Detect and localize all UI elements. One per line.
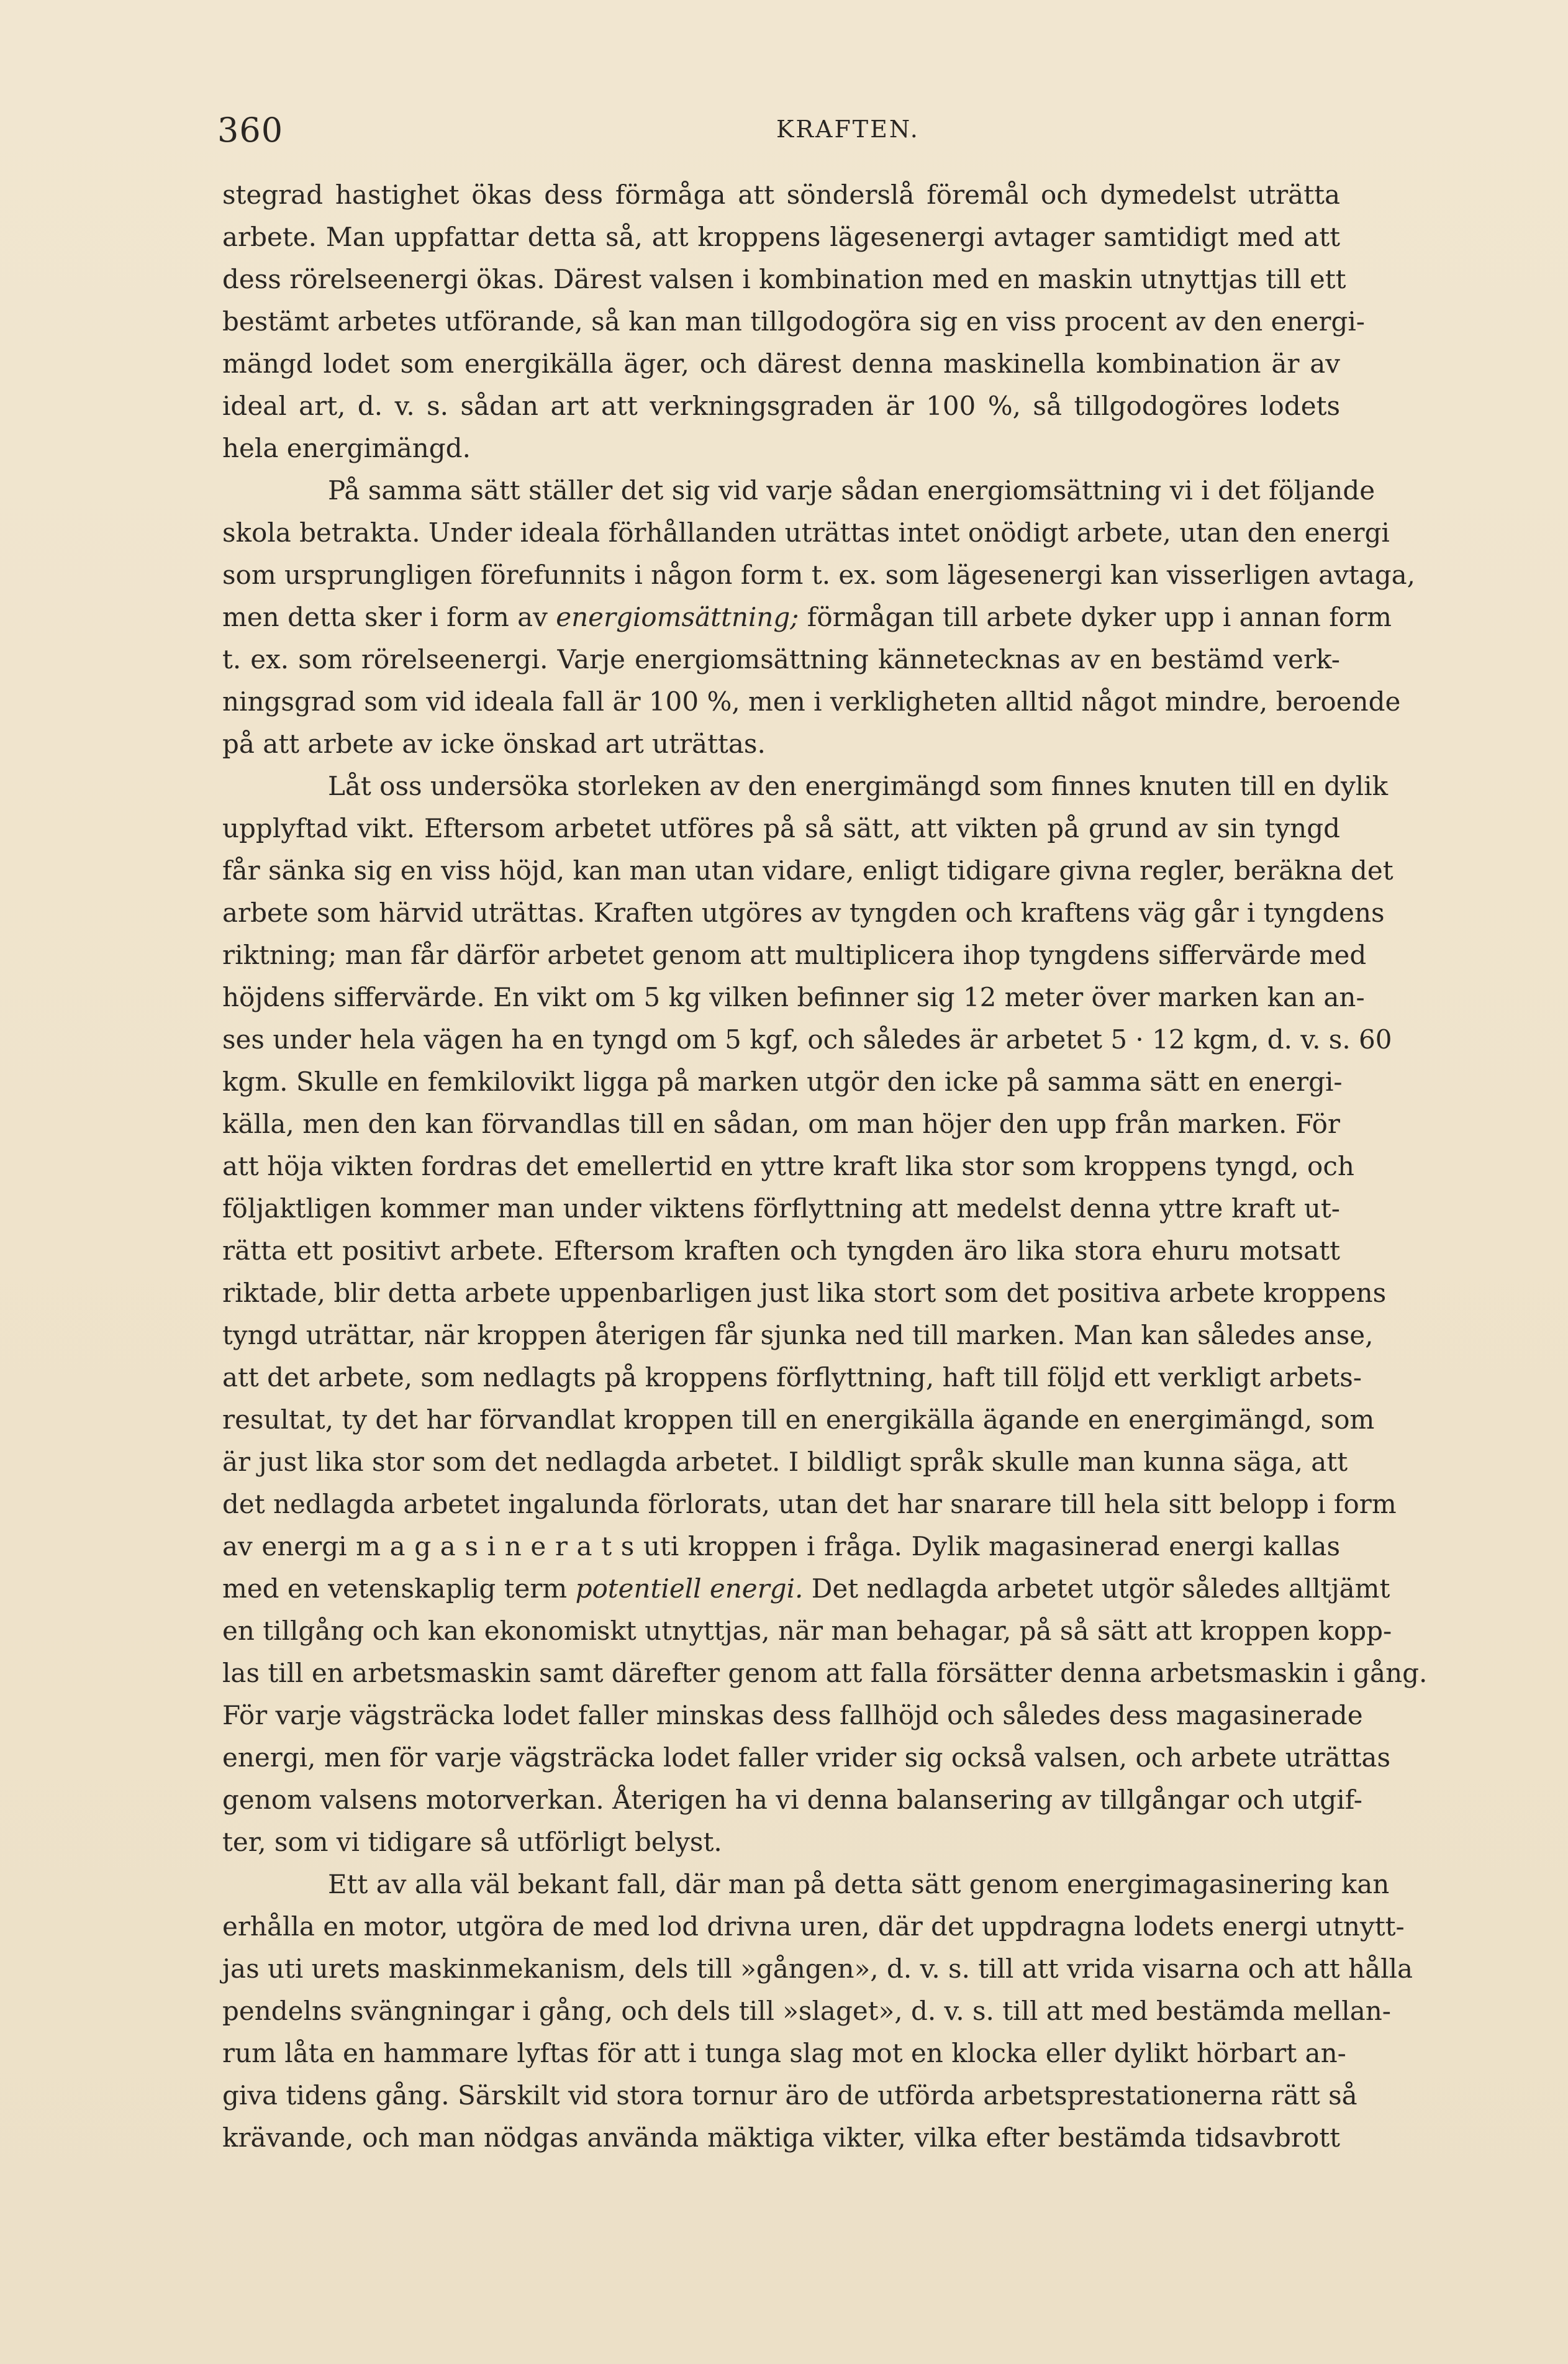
text-line: För varje vägsträcka lodet faller minskas dess fallhöjd och således dess magasinerade xyxy=(222,1700,1363,1730)
text-line: t. ex. som rörelseenergi. Varje energiomsättning kännetecknas av en bestämd verk- xyxy=(222,644,1340,675)
text-line: får sänka sig en viss höjd, kan man utan vidare, enligt tidigare givna regler, beräkna det xyxy=(222,855,1394,886)
text-line: av energi m a g a s i n e r a t s uti kroppen i fråga. Dylik magasinerad energi kallas xyxy=(222,1531,1340,1562)
text-line: Ett av alla väl bekant fall, där man på detta sätt genom energimagasinering kan xyxy=(328,1869,1390,1899)
text-segment: förmågan till arbete dyker upp i annan form xyxy=(799,602,1392,632)
text-line: ter, som vi tidigare så utförligt belyst. xyxy=(222,1827,722,1857)
text-line: arbete. Man uppfattar detta så, att kroppens lägesenergi avtager samtidigt med att xyxy=(222,222,1340,252)
text-line: att höja vikten fordras det emellertid en yttre kraft lika stor som kroppens tyngd, och xyxy=(222,1151,1354,1181)
text-line: pendelns svängningar i gång, och dels till »slaget», d. v. s. till att med bestämda mellan- xyxy=(222,1996,1391,2026)
text-line xyxy=(222,596,1392,639)
text-line: en tillgång och kan ekonomiskt utnyttjas, när man behagar, på så sätt att kroppen kopp- xyxy=(222,1616,1392,1646)
text-line xyxy=(222,1568,1390,1610)
text-line: På samma sätt ställer det sig vid varje sådan energiomsättning vi i det följande xyxy=(328,475,1375,506)
text-line: Låt oss undersöka storleken av den energimängd som finnes knuten till en dylik xyxy=(328,771,1389,801)
text-line: stegrad hastighet ökas dess förmåga att sönderslå föremål och dymedelst uträtta xyxy=(222,180,1340,210)
page-header xyxy=(0,111,1568,160)
text-line: las till en arbetsmaskin samt därefter genom att falla försätter denna arbetsmaskin i gång. xyxy=(222,1658,1428,1688)
text-line: rum låta en hammare lyftas för att i tunga slag mot en klocka eller dylikt hörbart an- xyxy=(222,2038,1346,2068)
text-line: ningsgrad som vid ideala fall är 100 %, men i verkligheten alltid något mindre, beroende xyxy=(222,686,1401,717)
text-line: erhålla en motor, utgöra de med lod drivna uren, där det uppdragna lodets energi utnytt- xyxy=(222,1911,1405,1942)
text-line: giva tidens gång. Särskilt vid stora tornur äro de utförda arbetsprestationerna rätt så xyxy=(222,2080,1357,2111)
text-line: genom valsens motorverkan. Återigen ha vi denna balansering av tillgångar och utgif- xyxy=(222,1784,1362,1815)
body-text xyxy=(222,174,1428,2159)
text-segment: Det nedlagda arbetet utgör således alltjämt xyxy=(803,1573,1390,1604)
text-line: arbete som härvid uträttas. Kraften utgöres av tyngden och kraftens väg går i tyngdens xyxy=(222,898,1385,928)
text-line: riktade, blir detta arbete uppenbarligen just lika stort som det positiva arbete kroppens xyxy=(222,1278,1387,1308)
text-line: är just lika stor som det nedlagda arbetet. I bildligt språk skulle man kunna säga, att xyxy=(222,1447,1348,1477)
page-number: 360 xyxy=(217,111,284,150)
text-line: energi, men för varje vägsträcka lodet faller vrider sig också valsen, och arbete uträttas xyxy=(222,1742,1390,1773)
text-line: som ursprungligen förefunnits i någon form t. ex. som lägesenergi kan visserligen avtaga, xyxy=(222,560,1416,590)
text-line: hela energimängd. xyxy=(222,433,471,463)
text-line: ses under hela vägen ha en tyngd om 5 kgf, och således är arbetet 5 · 12 kgm, d. v. s. 60 xyxy=(222,1024,1392,1055)
text-line: jas uti urets maskinmekanism, dels till »gången», d. v. s. till att vrida visarna och att hålla xyxy=(222,1953,1413,1984)
text-line: krävande, och man nödgas använda mäktiga vikter, vilka efter bestämda tidsavbrott xyxy=(222,2122,1340,2153)
text-line: riktning; man får därför arbetet genom att multiplicera ihop tyngdens siffervärde med xyxy=(222,940,1367,970)
text-line: tyngd uträttar, när kroppen återigen får sjunka ned till marken. Man kan således anse, xyxy=(222,1320,1374,1350)
text-line: källa, men den kan förvandlas till en sådan, om man höjer den upp från marken. För xyxy=(222,1109,1340,1139)
text-line: skola betrakta. Under ideala förhållanden uträttas intet onödigt arbete, utan den energi xyxy=(222,517,1390,548)
text-line: ideal art, d. v. s. sådan art att verkningsgraden är 100 %, så tillgodogöres lodets xyxy=(222,391,1340,421)
running-head: KRAFTEN. xyxy=(776,116,920,143)
text-line: rätta ett positivt arbete. Eftersom kraften och tyngden äro lika stora ehuru motsatt xyxy=(222,1235,1340,1266)
text-line: följaktligen kommer man under viktens förflyttning att medelst denna yttre kraft ut- xyxy=(222,1193,1340,1224)
text-line: kgm. Skulle en femkilovikt ligga på marken utgör den icke på samma sätt en energi- xyxy=(222,1066,1343,1097)
italic-term: energiomsättning; xyxy=(556,602,799,632)
text-line: det nedlagda arbetet ingalunda förlorats, utan det har snarare till hela sitt belopp i form xyxy=(222,1489,1397,1519)
text-line: dess rörelseenergi ökas. Därest valsen i kombination med en maskin utnyttjas till ett xyxy=(222,264,1346,294)
text-line: att det arbete, som nedlagts på kroppens förflyttning, haft till följd ett verkligt arbets- xyxy=(222,1362,1362,1393)
italic-term: potentiell energi. xyxy=(575,1573,804,1604)
text-segment: med en vetenskaplig term xyxy=(222,1573,576,1604)
text-line: bestämt arbetes utförande, så kan man tillgodogöra sig en viss procent av den energi- xyxy=(222,306,1366,337)
text-line: upplyftad vikt. Eftersom arbetet utföres på så sätt, att vikten på grund av sin tyngd xyxy=(222,813,1340,843)
text-line: mängd lodet som energikälla äger, och därest denna maskinella kombination är av xyxy=(222,348,1340,379)
text-line: på att arbete av icke önskad art uträttas. xyxy=(222,729,766,759)
text-line: resultat, ty det har förvandlat kroppen till en energikälla ägande en energimängd, som xyxy=(222,1404,1375,1435)
text-line: höjdens siffervärde. En vikt om 5 kg vilken befinner sig 12 meter över marken kan an- xyxy=(222,982,1365,1012)
text-segment: men detta sker i form av xyxy=(222,602,556,632)
